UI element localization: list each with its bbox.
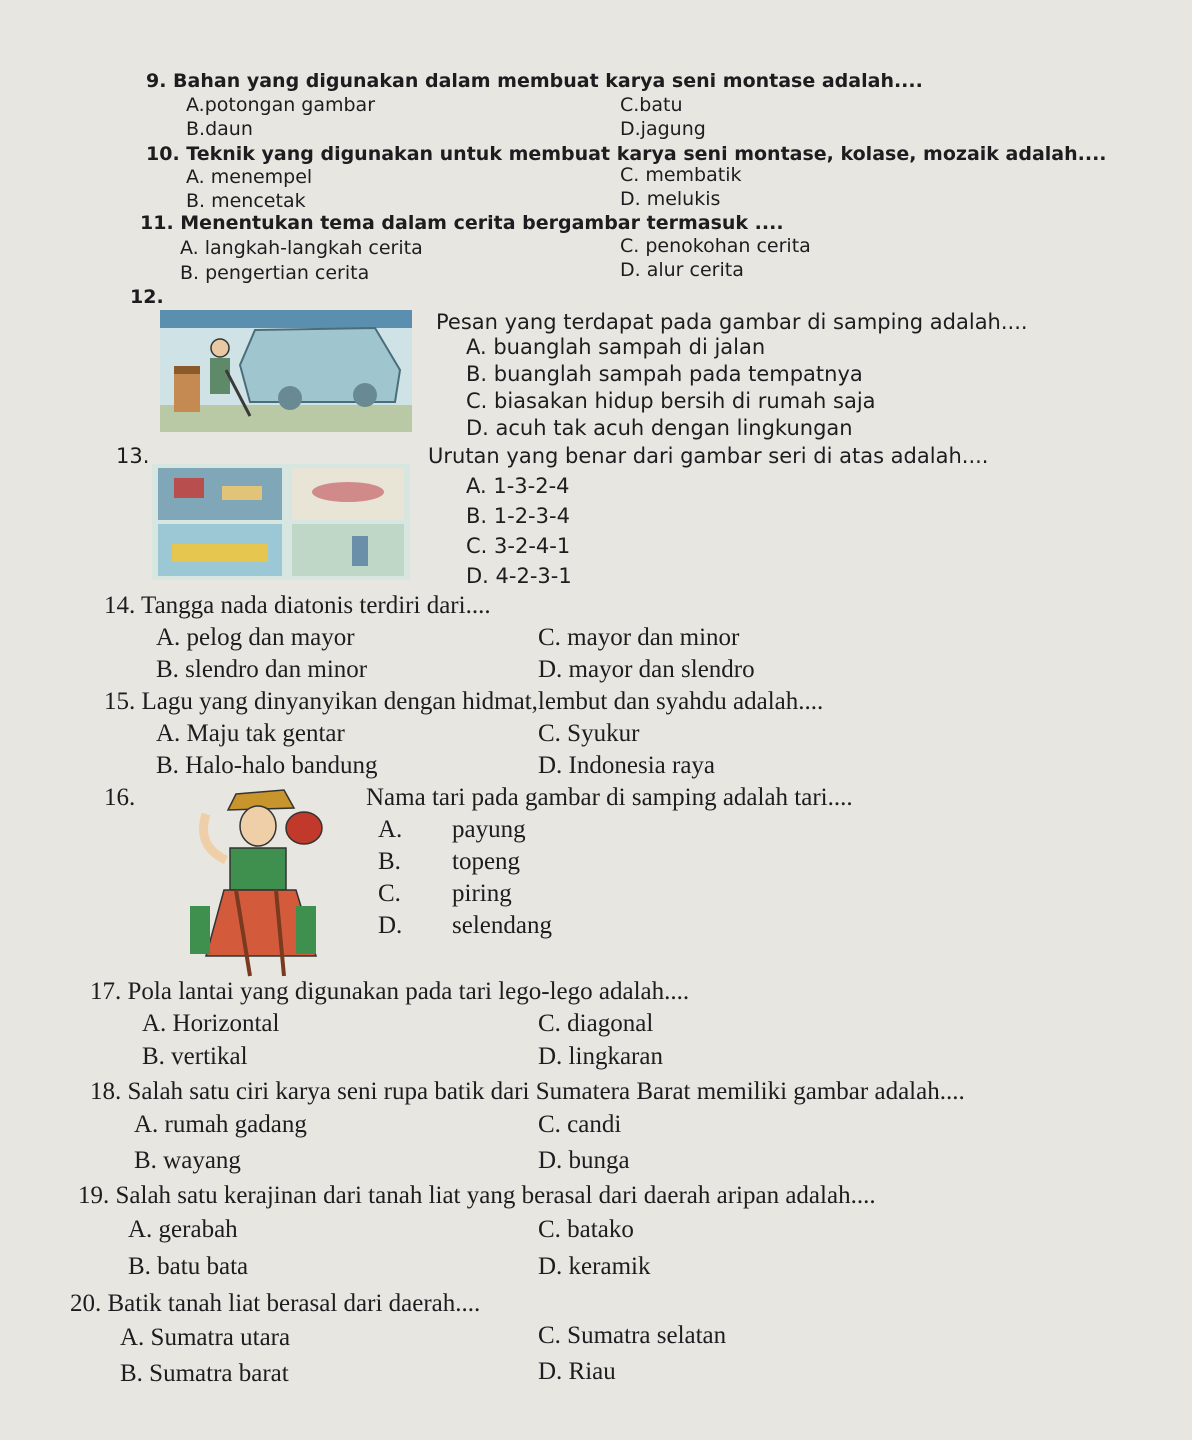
q15-option-c[interactable]: C. Syukur [538,720,640,747]
q13-option-b[interactable]: B. 1-2-3-4 [466,504,570,528]
q11-option-d[interactable]: D. alur cerita [620,259,744,281]
q20-option-b[interactable]: B. Sumatra barat [120,1360,289,1387]
q19-option-c[interactable]: C. batako [538,1216,634,1243]
q19-option-b[interactable]: B. batu bata [128,1253,249,1280]
q13-option-d[interactable]: D. 4-2-3-1 [466,564,572,588]
q11-option-c[interactable]: C. penokohan cerita [620,235,811,257]
q12-option-b[interactable]: B. buanglah sampah pada tempatnya [466,362,863,386]
q16-option-a-letter[interactable]: A. [378,816,403,843]
q18-option-d[interactable]: D. bunga [538,1147,630,1174]
q14-option-a[interactable]: A. pelog dan mayor [156,624,355,651]
q16-option-b[interactable]: topeng [452,848,521,875]
q20-stem: 20. Batik tanah liat berasal dari daerah.... [70,1290,481,1317]
q16-option-d[interactable]: selendang [452,912,552,939]
picture-series-image [152,464,410,580]
q11-stem: 11. Menentukan tema dalam cerita bergambar termasuk .... [140,212,784,234]
q19-stem: 19. Salah satu kerajinan dari tanah liat yang berasal dari daerah aripan adalah.... [78,1182,876,1209]
street-cleaner-image [160,310,412,432]
q20-option-d[interactable]: D. Riau [538,1358,616,1385]
q18-option-b[interactable]: B. wayang [134,1147,241,1174]
q17-stem: 17. Pola lantai yang digunakan pada tari lego-lego adalah.... [90,978,690,1005]
q18-option-c[interactable]: C. candi [538,1111,622,1138]
q14-stem: 14. Tangga nada diatonis terdiri dari.... [104,592,491,619]
q12-option-d[interactable]: D. acuh tak acuh dengan lingkungan [466,416,853,440]
q14-option-b[interactable]: B. slendro dan minor [156,656,368,683]
q9-option-d[interactable]: D.jagung [620,118,706,140]
q16-option-d-letter[interactable]: D. [378,912,403,939]
q13-number: 13. [116,444,150,468]
q12-option-a[interactable]: A. buanglah sampah di jalan [466,335,766,359]
q9-option-c[interactable]: C.batu [620,94,683,116]
q11-option-b[interactable]: B. pengertian cerita [180,262,370,284]
q20-option-a[interactable]: A. Sumatra utara [120,1324,291,1351]
q13-option-c[interactable]: C. 3-2-4-1 [466,534,571,558]
q17-option-b[interactable]: B. vertikal [142,1043,248,1070]
q19-option-a[interactable]: A. gerabah [128,1216,238,1243]
q14-option-c[interactable]: C. mayor dan minor [538,624,740,651]
q16-stem: Nama tari pada gambar di samping adalah tari.... [366,784,853,811]
q12-number: 12. [130,286,164,308]
q9-option-a[interactable]: A.potongan gambar [186,94,376,116]
q15-option-a[interactable]: A. Maju tak gentar [156,720,345,747]
q16-option-c-letter[interactable]: C. [378,880,401,907]
q9-option-b[interactable]: B.daun [186,118,253,140]
q13-stem: Urutan yang benar dari gambar seri di atas adalah.... [428,444,989,468]
q16-option-a[interactable]: payung [452,816,526,843]
q10-option-a[interactable]: A. menempel [186,166,313,188]
q12-option-c[interactable]: C. biasakan hidup bersih di rumah saja [466,389,876,413]
q10-stem: 10. Teknik yang digunakan untuk membuat karya seni montase, kolase, mozaik adalah.... [146,143,1107,165]
q18-option-a[interactable]: A. rumah gadang [134,1111,307,1138]
q13-option-a[interactable]: A. 1-3-2-4 [466,474,570,498]
q10-option-d[interactable]: D. melukis [620,188,721,210]
q17-option-c[interactable]: C. diagonal [538,1010,654,1037]
q14-option-d[interactable]: D. mayor dan slendro [538,656,755,683]
q19-option-d[interactable]: D. keramik [538,1253,651,1280]
q20-option-c[interactable]: C. Sumatra selatan [538,1322,727,1349]
q16-number: 16. [104,784,136,811]
q16-option-c[interactable]: piring [452,880,512,907]
q12-trash-illustration [160,310,412,432]
q17-option-d[interactable]: D. lingkaran [538,1043,663,1070]
q15-option-b[interactable]: B. Halo-halo bandung [156,752,378,779]
q16-dancer-illustration [166,786,344,982]
q10-option-b[interactable]: B. mencetak [186,190,306,212]
q12-stem: Pesan yang terdapat pada gambar di samping adalah.... [436,310,1028,334]
q11-option-a[interactable]: A. langkah-langkah cerita [180,237,423,259]
q18-stem: 18. Salah satu ciri karya seni rupa batik dari Sumatera Barat memiliki gambar adalah.... [90,1078,965,1105]
q9-stem: 9. Bahan yang digunakan dalam membuat karya seni montase adalah.... [146,70,923,92]
q17-option-a[interactable]: A. Horizontal [142,1010,280,1037]
q15-option-d[interactable]: D. Indonesia raya [538,752,716,779]
q13-picture-series [152,464,410,580]
mask-dancer-image [166,786,344,982]
q15-stem: 15. Lagu yang dinyanyikan dengan hidmat,lembut dan syahdu adalah.... [104,688,824,715]
q16-option-b-letter[interactable]: B. [378,848,401,875]
q10-option-c[interactable]: C. membatik [620,164,742,186]
